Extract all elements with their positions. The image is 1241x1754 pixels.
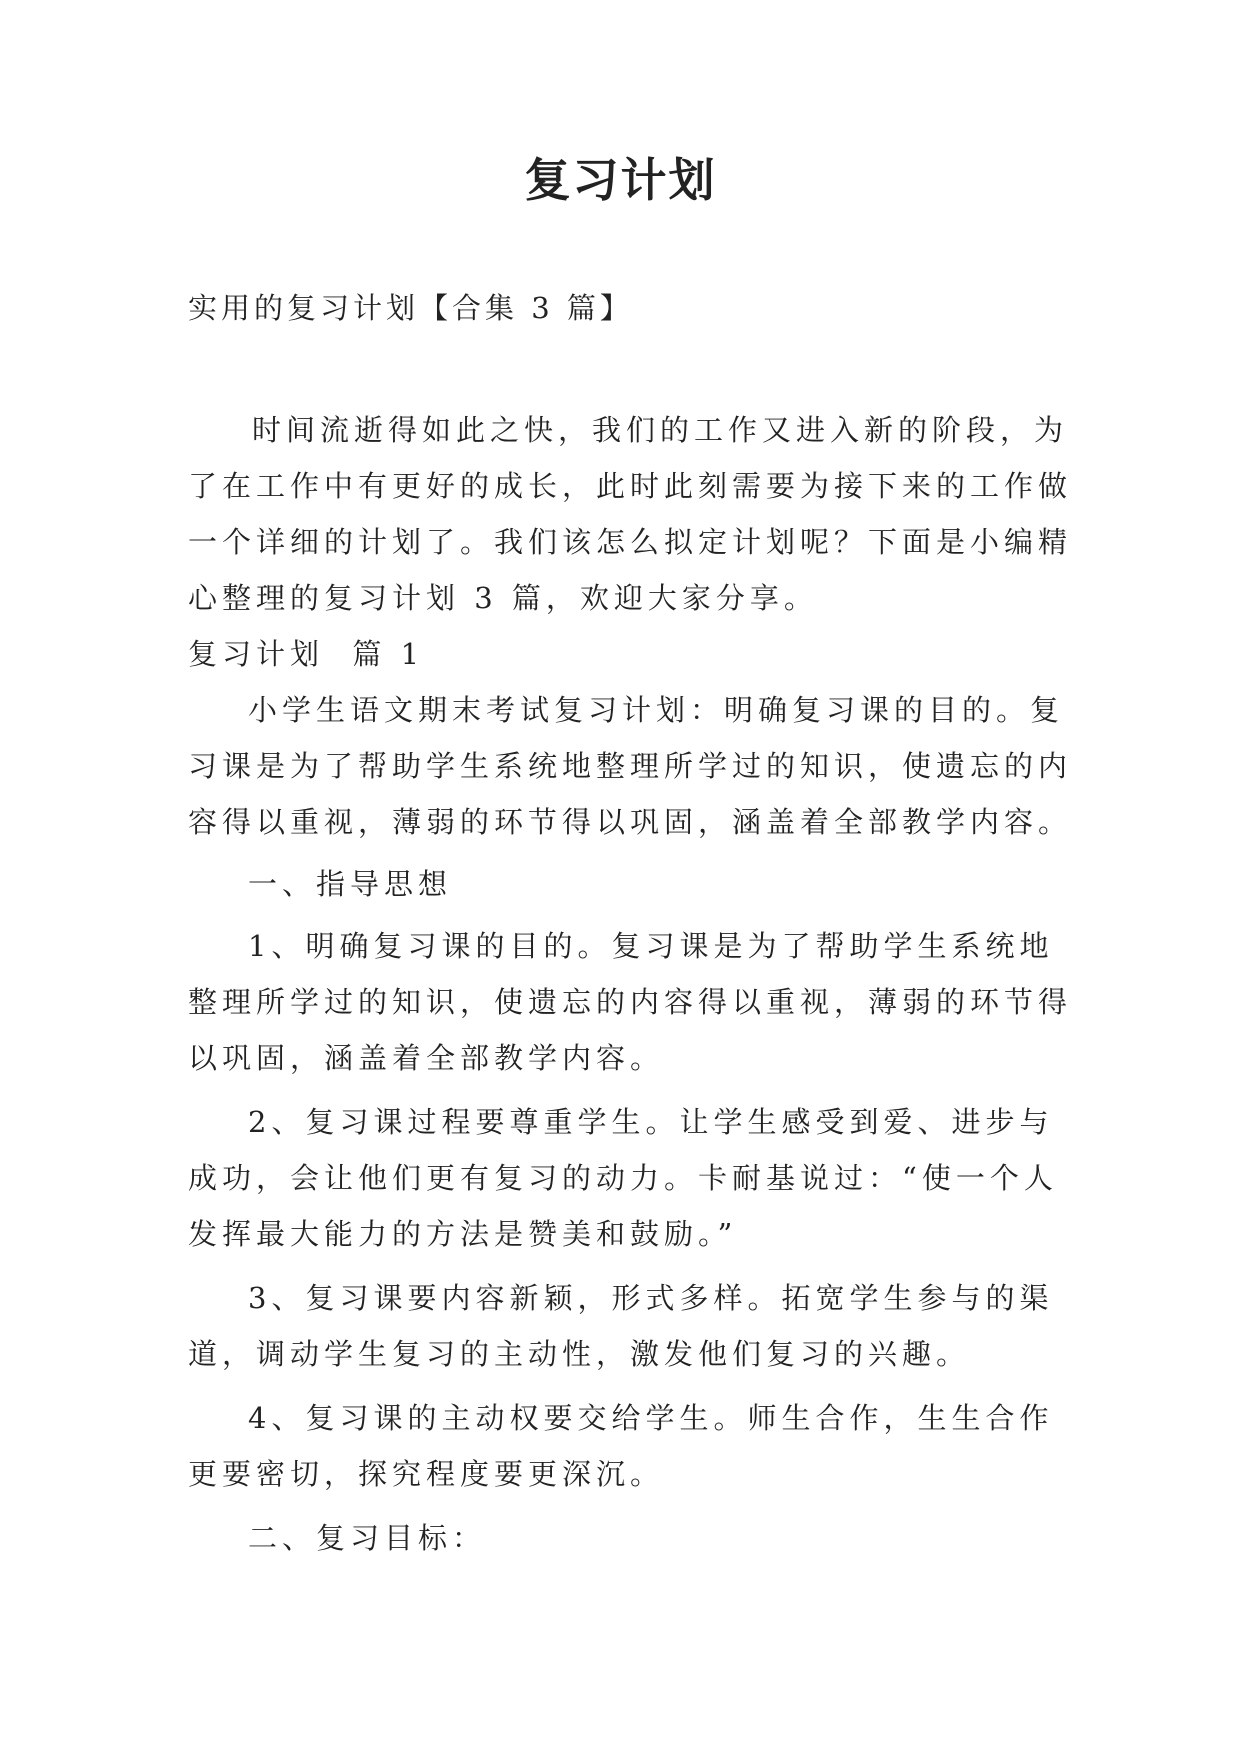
list-item-line: 道，调动学生复习的主动性，激发他们复习的兴趣。: [188, 1337, 971, 1371]
list-item-2: [188, 1094, 1078, 1262]
list-item-line: 整理所学过的知识，使遗忘的内容得以重视，薄弱的环节得: [188, 985, 1073, 1019]
list-item-line: 4、复习课的主动权要交给学生。师生合作，生生合作: [248, 1401, 1054, 1435]
section-label: 复习计划 篇 1: [188, 637, 425, 671]
list-item-line: 3、复习课要内容新颖，形式多样。拓宽学生参与的渠: [248, 1281, 1054, 1315]
document-title: 复习计划: [524, 153, 717, 207]
heading-guiding-thought: 一、指导思想: [248, 867, 453, 901]
intro-paragraph: [188, 402, 1078, 626]
list-item-line: 2、复习课过程要尊重学生。让学生感受到爱、进步与: [248, 1105, 1054, 1139]
list-item-1: [188, 918, 1078, 1086]
intro-line: 心整理的复习计划 3 篇，欢迎大家分享。: [188, 581, 818, 615]
list-item-4: [188, 1390, 1078, 1502]
paragraph-line: 习课是为了帮助学生系统地整理所学过的知识，使遗忘的内: [188, 749, 1073, 783]
list-item-line: 以巩固，涵盖着全部教学内容。: [188, 1041, 665, 1075]
list-item-line: 成功，会让他们更有复习的动力。卡耐基说过：“使一个人: [188, 1161, 1058, 1195]
intro-line: 了在工作中有更好的成长，此时此刻需要为接下来的工作做: [188, 469, 1073, 503]
list-item-3: [188, 1270, 1078, 1382]
list-item-line: 发挥最大能力的方法是赞美和鼓励。”: [188, 1217, 738, 1251]
paragraph-1: [188, 682, 1078, 850]
list-item-line: 1、明确复习课的目的。复习课是为了帮助学生系统地: [248, 929, 1054, 963]
document-body: [188, 402, 1078, 1566]
intro-line: 一个详细的计划了。我们该怎么拟定计划呢？下面是小编精: [188, 525, 1073, 559]
intro-line: 时间流逝得如此之快，我们的工作又进入新的阶段，为: [252, 413, 1069, 447]
paragraph-line: 容得以重视，薄弱的环节得以巩固，涵盖着全部教学内容。: [188, 805, 1073, 839]
paragraph-line: 小学生语文期末考试复习计划：明确复习课的目的。复: [248, 693, 1065, 727]
list-item-line: 更要密切，探究程度要更深沉。: [188, 1457, 665, 1491]
heading-review-goals: 二、复习目标：: [248, 1521, 487, 1555]
document-subtitle: 实用的复习计划【合集 3 篇】: [188, 291, 633, 325]
